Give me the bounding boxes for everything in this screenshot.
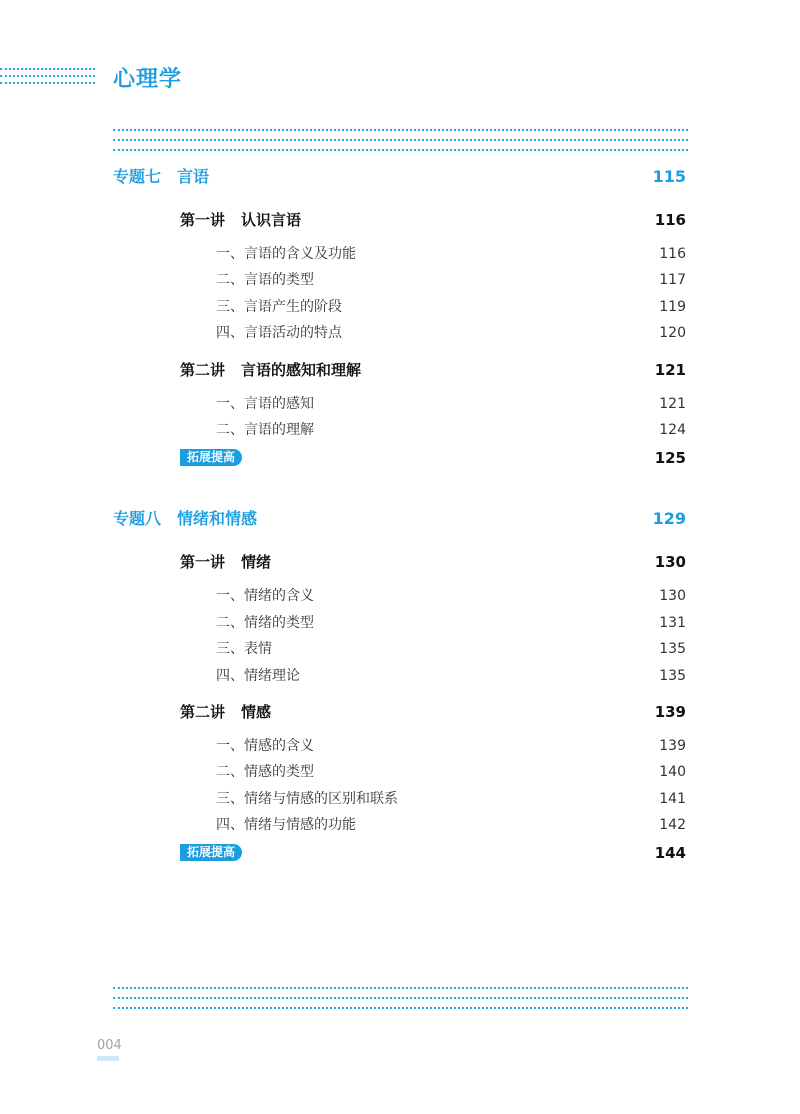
bottom-divider-dots-1 — [113, 987, 688, 989]
item-label: 二、情绪的类型 — [216, 615, 314, 631]
toc-lecture[interactable] — [0, 700, 800, 724]
toc-topic-8[interactable] — [0, 507, 800, 531]
toc-item[interactable] — [0, 734, 800, 758]
page-number: 004 — [97, 1038, 122, 1053]
item-label: 一、言语的含义及功能 — [216, 246, 356, 262]
lecture-label — [180, 550, 271, 574]
item-label: 一、情绪的含义 — [216, 588, 314, 604]
item-label: 四、情绪与情感的功能 — [216, 817, 356, 833]
item-label: 一、言语的感知 — [216, 396, 314, 412]
toc-item[interactable] — [0, 637, 800, 661]
topic-title: 言语 — [177, 167, 210, 186]
topic-number: 专题八 — [113, 509, 162, 528]
topic-label — [113, 165, 209, 189]
lecture-page: 116 — [654, 211, 686, 229]
toc-lecture[interactable] — [0, 358, 800, 382]
page-number-bar — [97, 1056, 119, 1061]
header-dots-1 — [0, 68, 95, 70]
toc-item[interactable] — [0, 813, 800, 837]
topic-label — [113, 507, 257, 531]
toc-item[interactable] — [0, 321, 800, 345]
bottom-divider-dots-3 — [113, 1007, 688, 1009]
toc-item[interactable] — [0, 787, 800, 811]
lecture-label — [180, 208, 301, 232]
item-page: 116 — [659, 246, 686, 262]
top-divider-dots-3 — [113, 149, 688, 151]
topic-page: 115 — [652, 167, 686, 186]
item-page: 140 — [659, 764, 686, 780]
item-label: 四、情绪理论 — [216, 668, 300, 684]
item-page: 120 — [659, 325, 686, 341]
item-label: 三、情绪与情感的区别和联系 — [216, 791, 398, 807]
toc-lecture[interactable] — [0, 208, 800, 232]
lecture-page: 121 — [654, 361, 686, 379]
extension-page: 125 — [654, 449, 686, 467]
item-page: 130 — [659, 588, 686, 604]
lecture-label — [180, 358, 361, 382]
lecture-title: 情绪 — [241, 553, 272, 571]
toc-item[interactable] — [0, 268, 800, 292]
lecture-title: 认识言语 — [241, 211, 302, 229]
item-page: 121 — [659, 396, 686, 412]
toc-item[interactable] — [0, 392, 800, 416]
item-page: 131 — [659, 615, 686, 631]
item-page: 139 — [659, 738, 686, 754]
lecture-page: 139 — [654, 703, 686, 721]
toc-extension[interactable] — [0, 841, 800, 865]
toc-extension[interactable] — [0, 446, 800, 470]
lecture-number: 第二讲 — [180, 361, 226, 379]
extension-badge: 拓展提高 — [180, 449, 242, 466]
toc-item[interactable] — [0, 295, 800, 319]
header-dots-2 — [0, 75, 95, 77]
topic-title: 情绪和情感 — [177, 509, 258, 528]
toc-topic-7[interactable] — [0, 165, 800, 189]
item-label: 四、言语活动的特点 — [216, 325, 342, 341]
book-title: 心理学 — [113, 66, 183, 92]
item-label: 二、情感的类型 — [216, 764, 314, 780]
toc-item[interactable] — [0, 242, 800, 266]
lecture-number: 第二讲 — [180, 703, 226, 721]
toc-item[interactable] — [0, 664, 800, 688]
item-page: 117 — [659, 272, 686, 288]
toc-item[interactable] — [0, 418, 800, 442]
toc-item[interactable] — [0, 760, 800, 784]
top-divider-dots-2 — [113, 139, 688, 141]
lecture-title: 情感 — [241, 703, 272, 721]
top-divider-dots-1 — [113, 129, 688, 131]
toc-lecture[interactable] — [0, 550, 800, 574]
lecture-label — [180, 700, 271, 724]
toc-item[interactable] — [0, 584, 800, 608]
extension-badge: 拓展提高 — [180, 844, 242, 861]
header-dots-3 — [0, 82, 95, 84]
extension-page: 144 — [654, 844, 686, 862]
item-page: 135 — [659, 668, 686, 684]
item-page: 124 — [659, 422, 686, 438]
topic-page: 129 — [652, 509, 686, 528]
item-page: 135 — [659, 641, 686, 657]
toc-item[interactable] — [0, 611, 800, 635]
topic-number: 专题七 — [113, 167, 162, 186]
item-label: 一、情感的含义 — [216, 738, 314, 754]
item-page: 119 — [659, 299, 686, 315]
item-label: 二、言语的理解 — [216, 422, 314, 438]
lecture-number: 第一讲 — [180, 553, 226, 571]
item-label: 三、表情 — [216, 641, 272, 657]
item-label: 二、言语的类型 — [216, 272, 314, 288]
item-page: 142 — [659, 817, 686, 833]
item-page: 141 — [659, 791, 686, 807]
lecture-title: 言语的感知和理解 — [241, 361, 362, 379]
item-label: 三、言语产生的阶段 — [216, 299, 342, 315]
bottom-divider-dots-2 — [113, 997, 688, 999]
lecture-number: 第一讲 — [180, 211, 226, 229]
lecture-page: 130 — [654, 553, 686, 571]
